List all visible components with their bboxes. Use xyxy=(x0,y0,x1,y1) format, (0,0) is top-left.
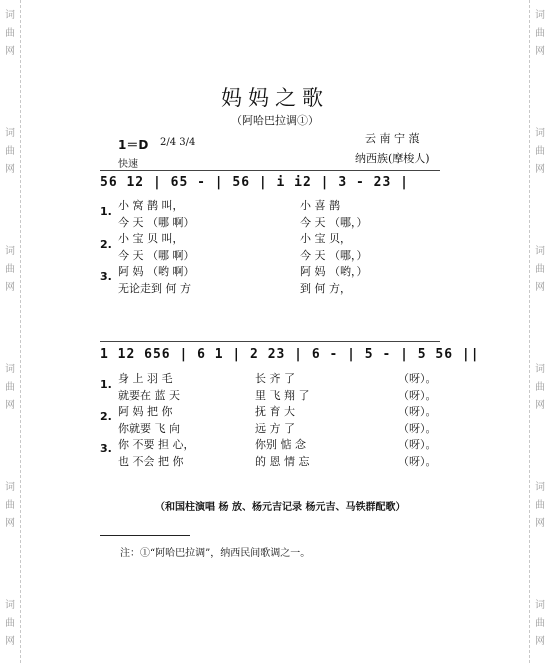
lyric-line: 就要在 蓝 天 xyxy=(118,388,180,402)
song-subtitle: （阿哈巴拉调①） xyxy=(231,114,319,127)
performance-credit: （和国柱演唱 杨 放、杨元吉记录 杨元吉、马铁群配歌） xyxy=(155,502,406,513)
watermark-char: 曲 xyxy=(5,382,15,393)
lyric-line: 抚 育 大 xyxy=(255,405,295,418)
tempo-marking: 快速 xyxy=(118,159,138,170)
watermark-char: 网 xyxy=(535,636,545,647)
system1-notes: 56 12 | 65 - | 56 | i i2 | 3 - 23 | xyxy=(100,175,409,190)
system2-verse-number-1: 1. xyxy=(100,378,112,391)
lyricist-credit: 云 南 宁 蒗 xyxy=(365,132,420,145)
lyric-line: 阿 妈 把 你 xyxy=(118,405,173,418)
watermark-char: 曲 xyxy=(5,500,15,511)
watermark-char: 网 xyxy=(535,164,545,175)
lyric-line: 你别 惦 念 xyxy=(255,438,306,451)
translator-credit: 纳西族(摩梭人) xyxy=(355,152,430,165)
key-signature: 1＝D xyxy=(118,138,149,152)
lyric-line: 今 天 （哪，） xyxy=(300,248,368,262)
watermark-char: 曲 xyxy=(535,264,545,275)
watermark-char: 曲 xyxy=(535,382,545,393)
watermark-char: 词 xyxy=(535,600,545,611)
system1-slur-line xyxy=(100,170,440,172)
watermark-char: 词 xyxy=(535,10,545,21)
system1-verse-number-3: 3. xyxy=(100,270,112,283)
watermark-char: 网 xyxy=(5,164,15,175)
lyric-line: 的 恩 情 忘 xyxy=(255,454,310,468)
system1-verse-number-2: 2. xyxy=(100,238,112,251)
watermark-char: 曲 xyxy=(5,618,15,629)
lyric-line: 小 宝 贝， xyxy=(300,232,351,245)
watermark-char: 曲 xyxy=(535,618,545,629)
lyric-line: 到 何 方， xyxy=(300,281,351,295)
lyric-line: （呀）。 xyxy=(398,454,437,468)
lyric-line: （呀）。 xyxy=(398,421,437,435)
lyric-line: 你 不要 担 心， xyxy=(118,438,195,451)
system2-verse-number-3: 3. xyxy=(100,442,112,455)
watermark-char: 曲 xyxy=(535,146,545,157)
lyric-line: 长 齐 了 xyxy=(255,372,295,385)
watermark-char: 网 xyxy=(5,282,15,293)
lyric-line: （呀）。 xyxy=(398,372,437,385)
watermark-char: 词 xyxy=(535,364,545,375)
lyric-line: 远 方 了 xyxy=(255,421,295,435)
system2-verse-number-2: 2. xyxy=(100,410,112,423)
lyric-line: 里 飞 翔 了 xyxy=(255,388,310,402)
watermark-char: 网 xyxy=(5,518,15,529)
watermark-char: 词 xyxy=(535,246,545,257)
watermark-char: 词 xyxy=(535,482,545,493)
lyric-line: 无论走到 何 方 xyxy=(118,281,191,295)
lyric-line: 小 宝 贝 叫， xyxy=(118,232,184,245)
watermark-char: 曲 xyxy=(535,28,545,39)
watermark-char: 曲 xyxy=(5,264,15,275)
lyric-line: （呀）。 xyxy=(398,438,437,451)
watermark-char: 曲 xyxy=(5,28,15,39)
lyric-line: 也 不会 把 你 xyxy=(118,454,184,468)
watermark-char: 词 xyxy=(5,246,15,257)
time-signature: 2/4 3/4 xyxy=(160,137,196,148)
lyric-line: 小 窝 鹊 叫， xyxy=(118,199,184,212)
footnote-rule xyxy=(100,535,190,536)
watermark-char: 词 xyxy=(5,482,15,493)
watermark-char: 网 xyxy=(5,636,15,647)
watermark-char: 词 xyxy=(5,364,15,375)
watermark-char: 网 xyxy=(5,46,15,57)
watermark-char: 网 xyxy=(535,518,545,529)
lyric-line: （呀）。 xyxy=(398,405,437,418)
lyric-line: 今 天 （哪 啊） xyxy=(118,215,195,229)
watermark-char: 网 xyxy=(535,282,545,293)
lyric-line: 阿 妈 （哟 啊） xyxy=(118,265,195,278)
watermark-char: 网 xyxy=(535,400,545,411)
watermark-char: 词 xyxy=(5,10,15,21)
system2-slur-line xyxy=(100,341,440,343)
system1-verse-number-1: 1. xyxy=(100,205,112,218)
lyric-line: 今 天 （哪 啊） xyxy=(118,248,195,262)
watermark-char: 网 xyxy=(5,400,15,411)
lyric-line: （呀）。 xyxy=(398,388,437,402)
watermark-char: 词 xyxy=(5,128,15,139)
watermark-char: 词 xyxy=(535,128,545,139)
lyric-line: 你就要 飞 向 xyxy=(118,421,180,435)
system2-notes: 1 12 656 | 6 1 | 2 23 | 6 - | 5 - | 5 56 || xyxy=(100,347,480,362)
lyric-line: 阿 妈 （哟，） xyxy=(300,265,368,278)
footnote: 注：①“阿哈巴拉调”，纳西民间歌调之一。 xyxy=(120,548,311,559)
lyric-line: 今 天 （哪，） xyxy=(300,215,368,229)
lyric-line: 小 喜 鹊 xyxy=(300,199,340,212)
song-title: 妈妈之歌 xyxy=(221,86,329,110)
lyric-line: 身 上 羽 毛 xyxy=(118,372,173,385)
watermark-char: 曲 xyxy=(5,146,15,157)
watermark-char: 曲 xyxy=(535,500,545,511)
watermark-char: 网 xyxy=(535,46,545,57)
watermark-char: 词 xyxy=(5,600,15,611)
